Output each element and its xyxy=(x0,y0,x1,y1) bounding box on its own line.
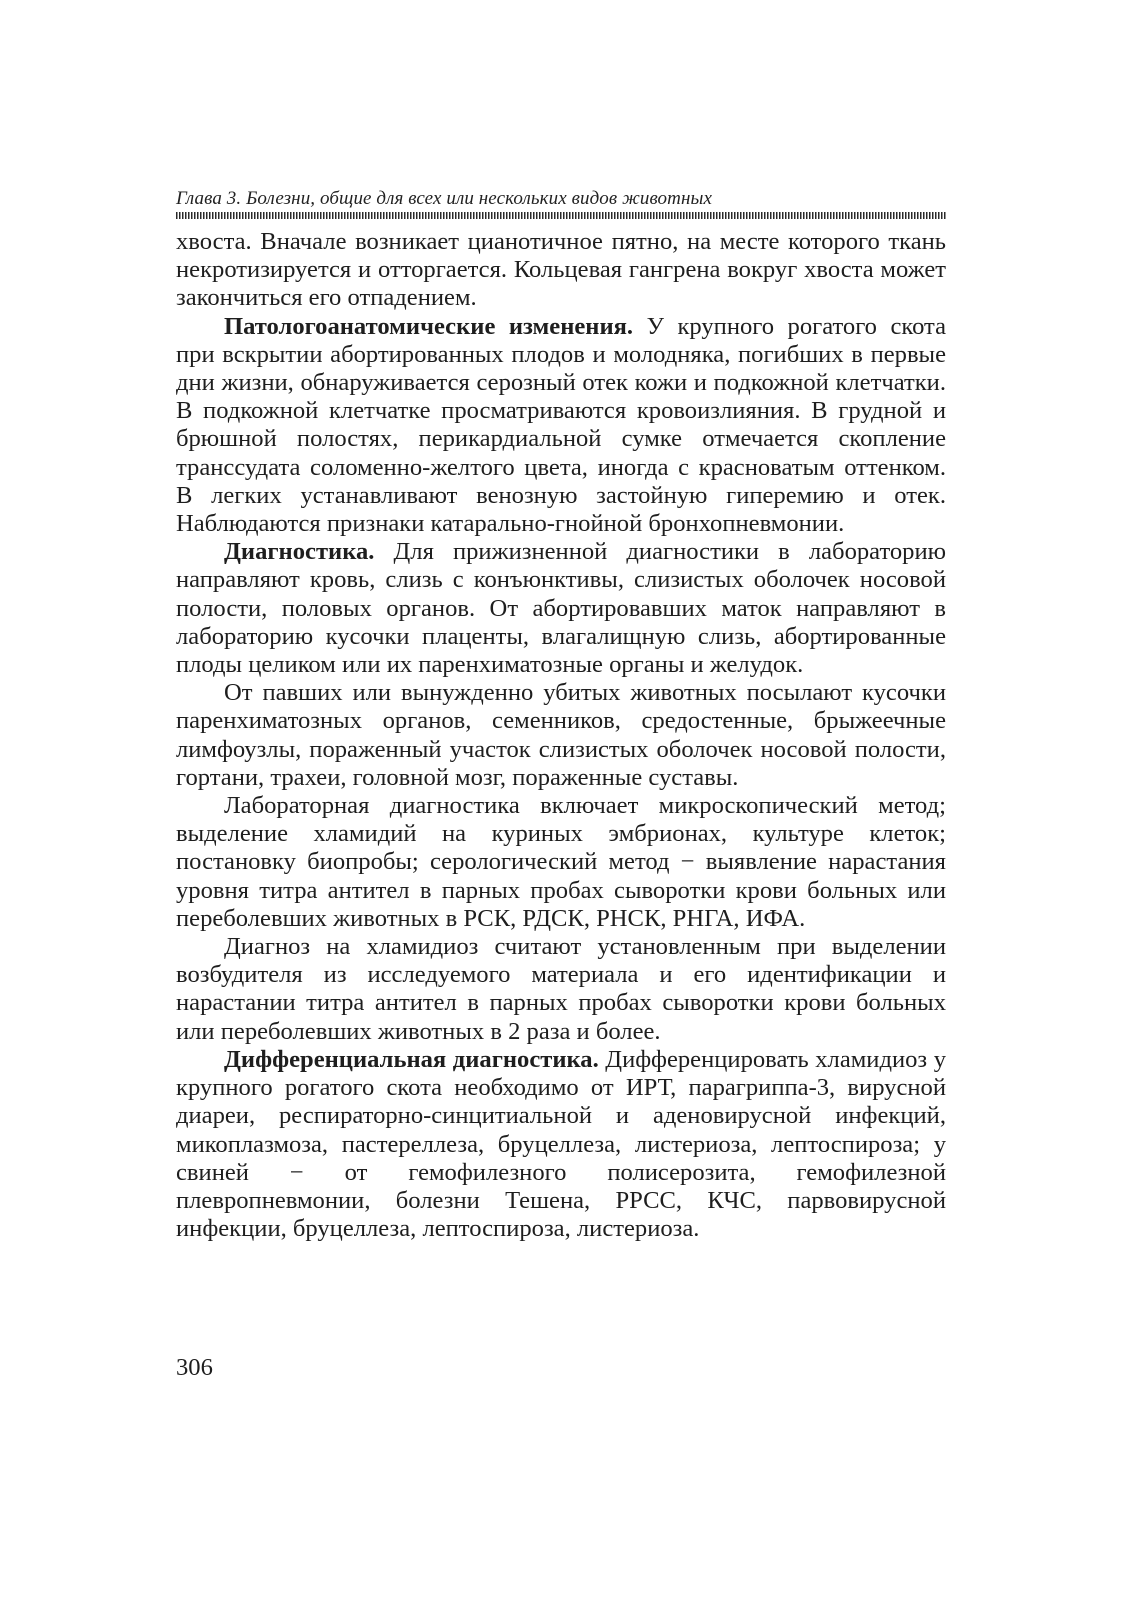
paragraph-lab-diagnostics: Лабораторная диагностика включает микроскопический метод; выделение хламидий на куриных эмбрионах, культуре клеток; постановку биопробы; серологический метод − выявление нарастания уровня титра антител в парных пробах сыворотки крови больных или переболевших животных в РСК, РДСК, РНСК, РНГА, ИФА. xyxy=(176,792,946,932)
paragraph-dead-animals: От павших или вынужденно убитых животных посылают кусочки паренхиматозных органов, семенников, средостенные, брыжеечные лимфоузлы, пораженный участок слизистых оболочек носовой полости, гортани, трахеи, головной мозг, пораженные суставы. xyxy=(176,679,946,791)
section-heading-pathology: Патологоанатомические изменения. xyxy=(224,312,634,340)
paragraph-diagnosis: Диагноз на хламидиоз считают установленным при выделении возбудителя из исследуемого материала и его идентификации и нарастании титра антител в парных пробах сыворотки крови больных или переболевших животных в 2 раза и более. xyxy=(176,933,946,1045)
page-number: 306 xyxy=(176,1354,213,1381)
header-rule xyxy=(176,212,946,219)
running-title: Глава 3. Болезни, общие для всех или нескольких видов животных xyxy=(176,188,712,209)
paragraph-differential xyxy=(176,1046,946,1243)
paragraph-diagnostics xyxy=(176,538,946,679)
paragraph-continuation: хвоста. Вначале возникает цианотичное пятно, на месте которого ткань некротизируется и отторгается. Кольцевая гангрена вокруг хвоста может закончиться его отпадением. xyxy=(176,228,946,312)
page-body xyxy=(176,228,946,1243)
section-heading-diagnostics: Диагностика. xyxy=(224,538,375,566)
paragraph-diagnostics-text: Для прижизненной диагностики в лабораторию направляют кровь, слизь с конъюнктивы, слизистых оболочек носовой полости, половых органов. От абортировавших маток направляют в лабораторию кусочки плаценты, влагалищную слизь, абортированные плоды целиком или их паренхиматозные органы и желудок. xyxy=(176,538,946,679)
paragraph-pathology xyxy=(176,313,946,539)
running-header xyxy=(176,188,946,219)
paragraph-differential-text: Дифференцировать хламидиоз у крупного рогатого скота необходимо от ИРТ, парагриппа-3, вирусной диареи, респираторно-синцитиальной и аденовирусной инфекций, микоплазмоза, пастереллеза, бруцеллеза, листериоза, лептоспироза; у свиней − от гемофилезного полисерозита, гемофилезной плевропневмонии, болезни Тешена, РРСС, КЧС, парвовирусной инфекции, бруцеллеза, лептоспироза, листериоза. xyxy=(176,1045,946,1243)
paragraph-pathology-text: У крупного рогатого скота при вскрытии абортированных плодов и молодняка, погибших в первые дни жизни, обнаруживается серозный отек кожи и подкожной клетчатки. В подкожной клетчатке просматриваются кровоизлияния. В грудной и брюшной полостях, перикардиальной сумке отмечается скопление транссудата соломенно-желтого цвета, иногда с красноватым оттенком. В легких устанавливают венозную застойную гиперемию и отек. Наблюдаются признаки катарально-гнойной бронхопневмонии. xyxy=(176,312,947,538)
section-heading-differential: Дифференциальная диагностика. xyxy=(224,1045,599,1073)
